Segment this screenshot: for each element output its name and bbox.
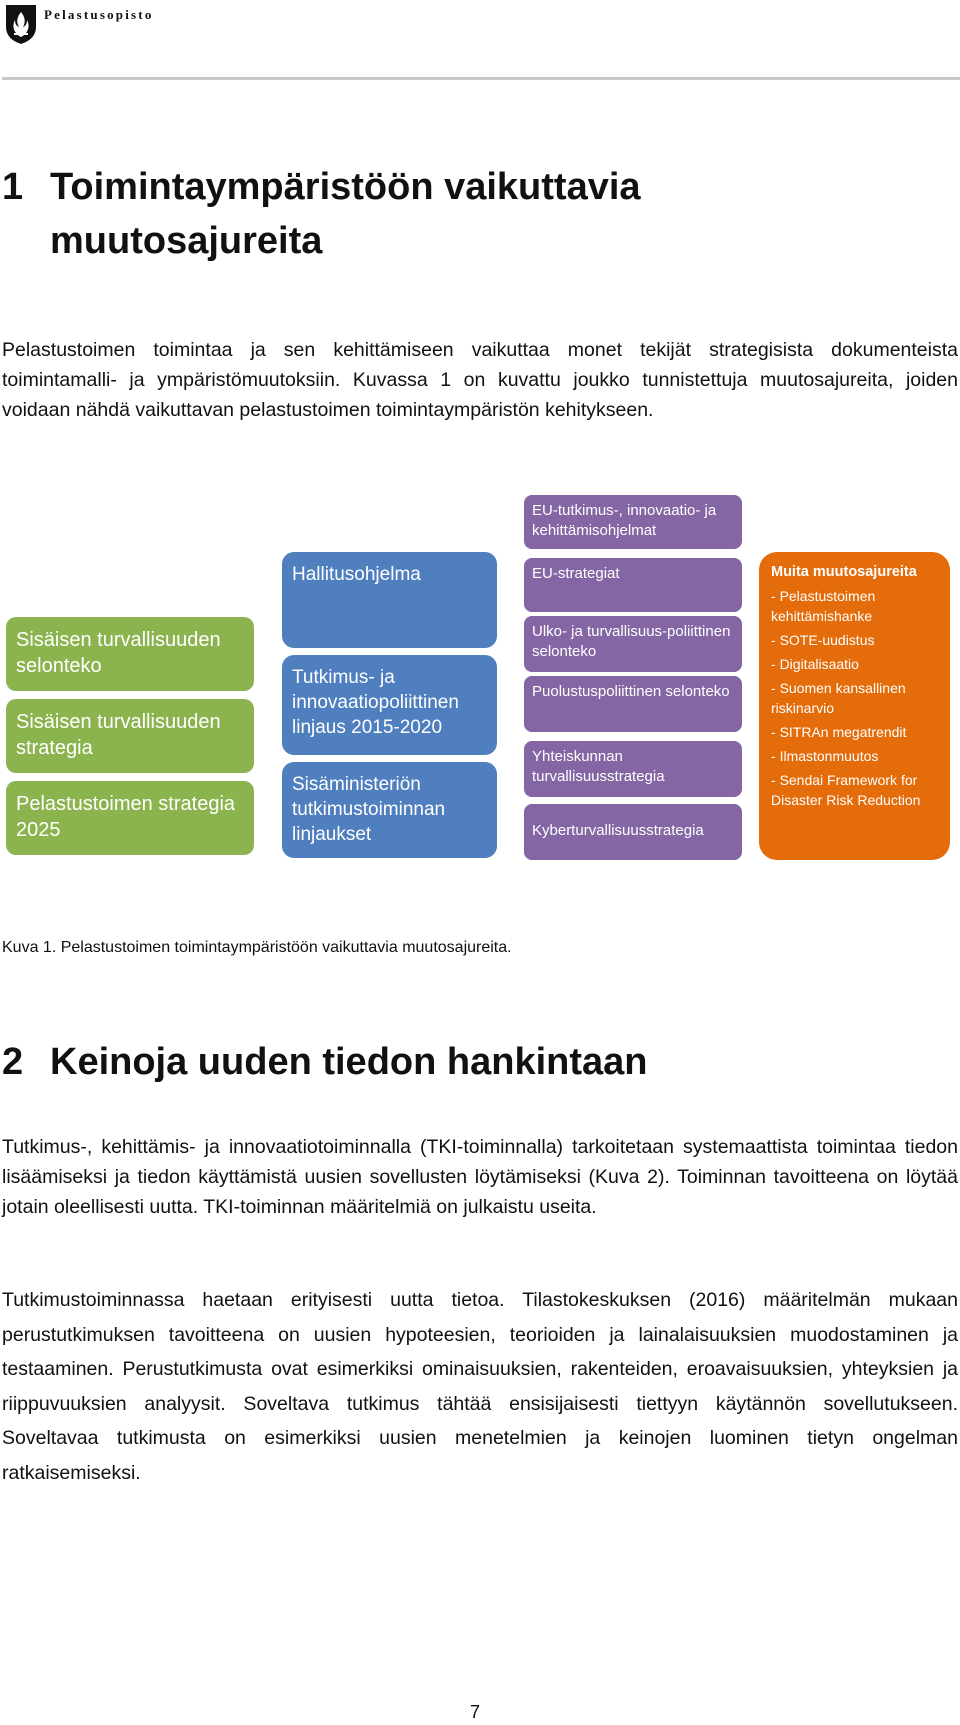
blue-box-sisaministerio: Sisäministeriön tutkimustoiminnan linjaukset <box>282 762 497 858</box>
figure-caption: Kuva 1. Pelastustoimen toimintaympäristöön vaikuttavia muutosajureita. <box>2 939 512 956</box>
purple-box-eu-ohjelmat: EU-tutkimus-, innovaatio- ja kehittämisohjelmat <box>524 495 742 549</box>
purple-box-ulko-turvallisuus: Ulko- ja turvallisuus-poliittinen selonteko <box>524 616 742 672</box>
section-2-paragraph-1: Tutkimus-, kehittämis- ja innovaatiotoiminnalla (TKI-toiminnalla) tarkoitetaan systemaattista toimintaa tiedon lisäämiseksi ja tiedon käyttämistä uusien sovellusten löytämiseksi (Kuva 2). Toiminnan tavoitteena on löytää jotain oleellisesti uutta. TKI-toiminnan määritelmiä on julkaistu useita. <box>2 1136 958 1218</box>
header-divider <box>2 77 960 80</box>
orange-box-muut <box>759 552 950 860</box>
section-2-number: 2 <box>2 1041 24 1083</box>
blue-box-tutkimus-linjaus: Tutkimus- ja innovaatiopoliittinen linjaus 2015-2020 <box>282 655 497 755</box>
section-1-number: 1 <box>2 166 24 208</box>
purple-box-yhteiskunta: Yhteiskunnan turvallisuusstrategia <box>524 741 742 797</box>
section-2-title: Keinoja uuden tiedon hankintaan <box>50 1041 648 1083</box>
list-item: - Digitalisaatio <box>771 654 938 674</box>
shield-logo-icon <box>4 3 38 45</box>
list-item: - Sendai Framework for Disaster Risk Reduction <box>771 770 938 810</box>
list-item: - Pelastustoimen kehittämishanke <box>771 586 938 626</box>
green-box-selonteko: Sisäisen turvallisuuden selonteko <box>6 617 254 691</box>
blue-box-hallitusohjelma: Hallitusohjelma <box>282 552 497 648</box>
list-item: - SOTE-uudistus <box>771 630 938 650</box>
green-box-pelastustoimen-strategia: Pelastustoimen strategia 2025 <box>6 781 254 855</box>
page-header <box>4 2 154 46</box>
purple-box-puolustus: Puolustuspoliittinen selonteko <box>524 676 742 732</box>
section-2-heading <box>2 1035 942 1091</box>
org-name: Pelastusopisto <box>44 7 154 22</box>
page-number: 7 <box>470 1702 481 1722</box>
orange-box-list <box>771 586 938 810</box>
section-1-title: Toimintaympäristöön vaikuttavia muutosajureita <box>50 166 641 262</box>
list-item: - Ilmastonmuutos <box>771 746 938 766</box>
green-box-strategia: Sisäisen turvallisuuden strategia <box>6 699 254 773</box>
drivers-diagram <box>0 490 960 860</box>
orange-box-title: Muita muutosajureita <box>771 564 917 580</box>
section-2-paragraph-2: Tutkimustoiminnassa haetaan erityisesti uutta tietoa. Tilastokeskuksen (2016) määritelmän mukaan perustutkimuksen tavoitteena on uusien hypoteesien, teorioiden ja lainalaisuuksien muodostaminen ja testaaminen. Perustutkimusta ovat esimerkiksi ominaisuuksien, rakenteiden, eroavaisuuksien, yhteyksien ja riippuvuuksien analyysit. Soveltava tutkimus tähtää ensisijaisesti tiettyyn käytännön sovellutukseen. Soveltavaa tutkimusta on esimerkiksi uusien menetelmien ja keinojen luominen tietyn ongelman ratkaisemiseksi. <box>2 1289 958 1484</box>
section-1-heading <box>2 160 942 270</box>
list-item: - Suomen kansallinen riskinarvio <box>771 678 938 718</box>
purple-box-eu-strategiat: EU-strategiat <box>524 558 742 612</box>
list-item: - SITRAn megatrendit <box>771 722 938 742</box>
purple-box-kyber: Kyberturvallisuusstrategia <box>524 804 742 860</box>
section-1-paragraph: Pelastustoimen toimintaa ja sen kehittämiseen vaikuttaa monet tekijät strategisista dokumenteista toimintamalli- ja ympäristömuutoksiin. Kuvassa 1 on kuvattu joukko tunnistettuja muutosajureita, joiden voidaan nähdä vaikuttavan pelastustoimen toimintaympäristön kehitykseen. <box>2 339 958 421</box>
